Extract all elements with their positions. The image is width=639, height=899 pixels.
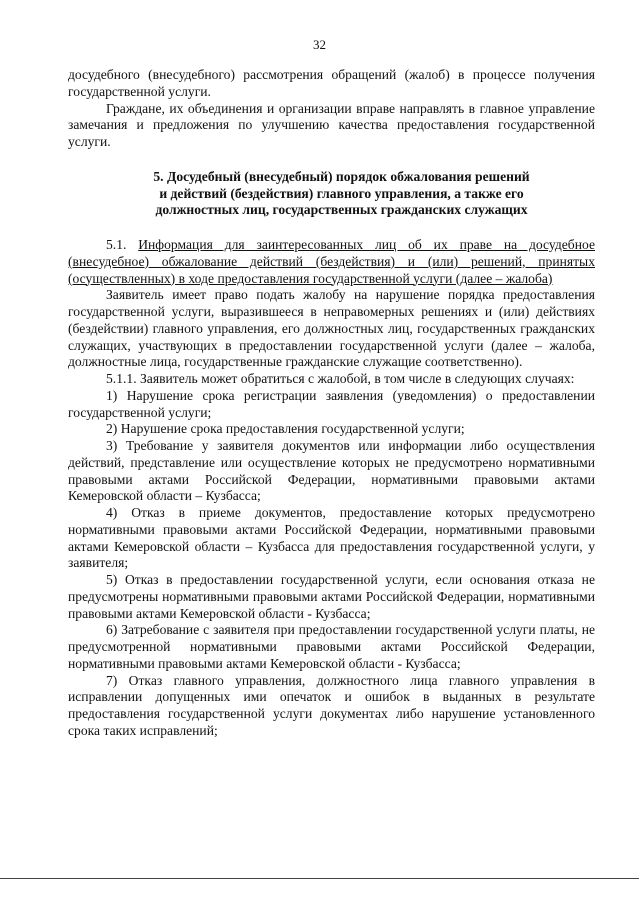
- list-item-7: 7) Отказ главного управления, должностного лица главного управления в исправлении допущенных ими опечаток и ошибок в выданных в результате предоставления государственной услуги документах либо нарушение установленного срока таких исправлений;: [68, 672, 595, 738]
- subsection-number: 5.1.: [106, 237, 127, 252]
- paragraph-right-to-complain: Заявитель имеет право подать жалобу на нарушение порядка предоставления государственной услуги, выразившееся в неправомерных решениях и (или) действиях (бездействии) главного управления, его должностных лиц, государственных гражданских служащих, участвующих в предоставлении государственной услуги (далее – жалоба, должностные лица, государственные гражданские служащие соответственно).: [68, 287, 595, 370]
- intro-paragraph-continued: досудебного (внесудебного) рассмотрения обращений (жалоб) в процессе получения государственной услуги.: [68, 67, 595, 99]
- page-number: 32: [313, 37, 326, 52]
- section-heading-line-1: 5. Досудебный (внесудебный) порядок обжалования решений: [153, 168, 530, 184]
- document-body: [68, 67, 595, 740]
- list-item-3: 3) Требование у заявителя документов или информации либо осуществления действий, представление или осуществление которых не предусмотрено нормативными правовыми актами Российской Федерации, нормативными правовыми актами Кемеровской области – Кузбасса;: [68, 438, 595, 504]
- section-heading-line-3: должностных лиц, государственных гражданских служащих: [155, 202, 528, 218]
- section-heading: [68, 169, 595, 219]
- intro-paragraph-feedback: Граждане, их объединения и организации вправе направлять в главное управление замечания и предложения по улучшению качества предоставления государственной услуги.: [68, 100, 595, 149]
- list-item-5: 5) Отказ в предоставлении государственной услуги, если основания отказа не предусмотрены нормативными правовыми актами Российской Федерации, нормативными правовыми актами Кемеровской области - Кузбасса;: [68, 572, 595, 621]
- section-heading-line-2: и действий (бездействия) главного управления, а также его: [159, 185, 524, 201]
- list-item-2: 2) Нарушение срока предоставления государственной услуги;: [106, 421, 465, 437]
- page-bottom-rule: [0, 878, 639, 879]
- paragraph-5-1-1: 5.1.1. Заявитель может обратиться с жалобой, в том числе в следующих случаях:: [106, 371, 575, 386]
- list-item-6: 6) Затребование с заявителя при предоставлении государственной услуги платы, не предусмотренной нормативными правовыми актами Российской Федерации, нормативными правовыми актами Кемеровской области - Кузбасса;: [68, 622, 595, 671]
- list-item-1: 1) Нарушение срока регистрации заявления (уведомления) о предоставлении государственной услуги;: [68, 387, 595, 420]
- subsection-title: Информация для заинтересованных лиц об их праве на досудебное (внесудебное) обжалование действий (бездействия) и (или) решений, принятых (осуществленных) в ходе предоставления государственной услуги (далее – жалоба): [68, 237, 595, 286]
- subsection-heading: [68, 237, 595, 287]
- list-item-4: 4) Отказ в приеме документов, предоставление которых предусмотрено нормативными правовыми актами Российской Федерации, нормативными правовыми актами Кемеровской области – Кузбасса для предоставления государственной услуги, у заявителя;: [68, 505, 595, 571]
